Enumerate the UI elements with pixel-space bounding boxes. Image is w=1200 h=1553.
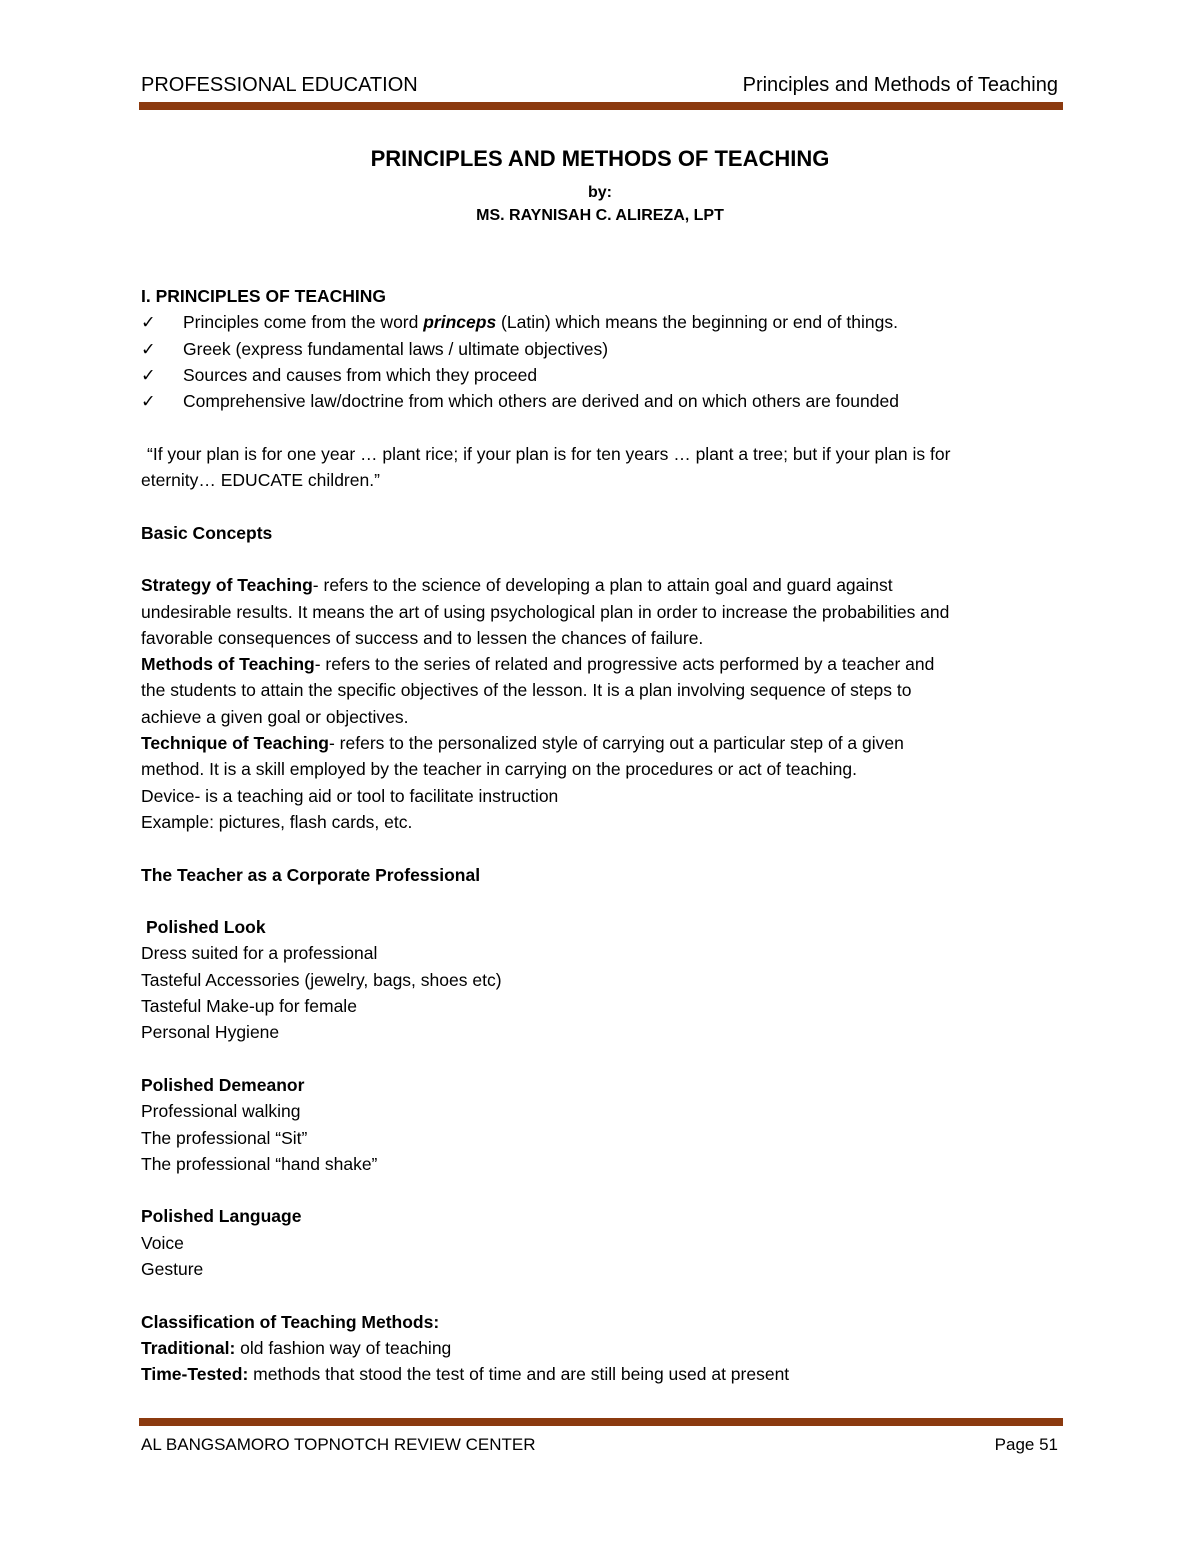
definition-line: method. It is a skill employed by the teacher in carrying on the procedures or act of teaching. <box>141 759 857 780</box>
list-item: ✓ Sources and causes from which they proceed <box>141 362 1059 388</box>
list-item: Tasteful Make-up for female <box>141 996 357 1017</box>
list-item: The professional “hand shake” <box>141 1153 378 1174</box>
definition-line: undesirable results. It means the art of using psychological plan in order to increase the probabilities and <box>141 601 950 622</box>
header-left: PROFESSIONAL EDUCATION <box>141 74 418 96</box>
section-heading: Basic Concepts <box>141 522 273 543</box>
list-item: Personal Hygiene <box>141 1022 280 1043</box>
list-item: ✓ Comprehensive law/doctrine from which others are derived and on which others are founded <box>141 388 1059 414</box>
document-body <box>141 283 1059 1387</box>
definition-line: the students to attain the specific objectives of the lesson. It is a plan involving sequence of steps to <box>141 680 912 701</box>
definition-line: Strategy of Teaching- refers to the science of developing a plan to attain goal and guard against <box>141 575 893 596</box>
checkmark-icon: ✓ <box>141 312 156 333</box>
list-item: Time-Tested: methods that stood the test of time and are still being used at present <box>141 1364 790 1385</box>
definition-line: Device- is a teaching aid or tool to facilitate instruction <box>141 785 559 806</box>
list-item: Voice <box>141 1232 184 1253</box>
definition-line: Example: pictures, flash cards, etc. <box>141 811 413 832</box>
definition-line: Technique of Teaching- refers to the personalized style of carrying out a particular step of a given <box>141 733 904 754</box>
subheading: Polished Language <box>141 1206 302 1227</box>
emphasized-term: princeps <box>423 312 497 333</box>
header-right: Principles and Methods of Teaching <box>742 74 1058 96</box>
definition-line: favorable consequences of success and to lessen the chances of failure. <box>141 627 704 648</box>
list-item: The professional “Sit” <box>141 1127 308 1148</box>
quote-line: “If your plan is for one year … plant rice; if your plan is for ten years … plant a tree; but if your plan is for <box>147 443 951 464</box>
author: MS. RAYNISAH C. ALIREZA, LPT <box>476 207 724 224</box>
definition-line: Methods of Teaching- refers to the series of related and progressive acts performed by a teacher and <box>141 654 935 675</box>
checkmark-icon: ✓ <box>141 364 156 385</box>
list-item: Dress suited for a professional <box>141 943 378 964</box>
list-item: Professional walking <box>141 1101 301 1122</box>
checkmark-icon: ✓ <box>141 391 156 412</box>
page-number: Page 51 <box>994 1435 1058 1454</box>
list-item: ✓ Principles come from the word princeps (Latin) which means the beginning or end of things. <box>141 309 1059 335</box>
list-item: Traditional: old fashion way of teaching <box>141 1337 452 1358</box>
list-item: ✓ Greek (express fundamental laws / ultimate objectives) <box>141 336 1059 362</box>
checkmark-icon: ✓ <box>141 338 156 359</box>
section-heading: The Teacher as a Corporate Professional <box>141 864 481 885</box>
section-heading: Classification of Teaching Methods: <box>141 1311 440 1332</box>
list-item: Gesture <box>141 1258 204 1279</box>
footer-left: AL BANGSAMORO TOPNOTCH REVIEW CENTER <box>141 1435 536 1454</box>
list-item: Tasteful Accessories (jewelry, bags, shoes etc) <box>141 969 502 990</box>
subheading: Polished Demeanor <box>141 1074 305 1095</box>
footer-rule <box>139 1418 1063 1426</box>
quote-line: eternity… EDUCATE children.” <box>141 470 380 491</box>
header-rule <box>139 102 1063 110</box>
subheading: Polished Look <box>146 917 266 938</box>
definition-line: achieve a given goal or objectives. <box>141 706 409 727</box>
title-by: by: <box>588 184 612 201</box>
section-heading: I. PRINCIPLES OF TEACHING <box>141 286 387 306</box>
document-title: PRINCIPLES AND METHODS OF TEACHING <box>370 146 830 171</box>
